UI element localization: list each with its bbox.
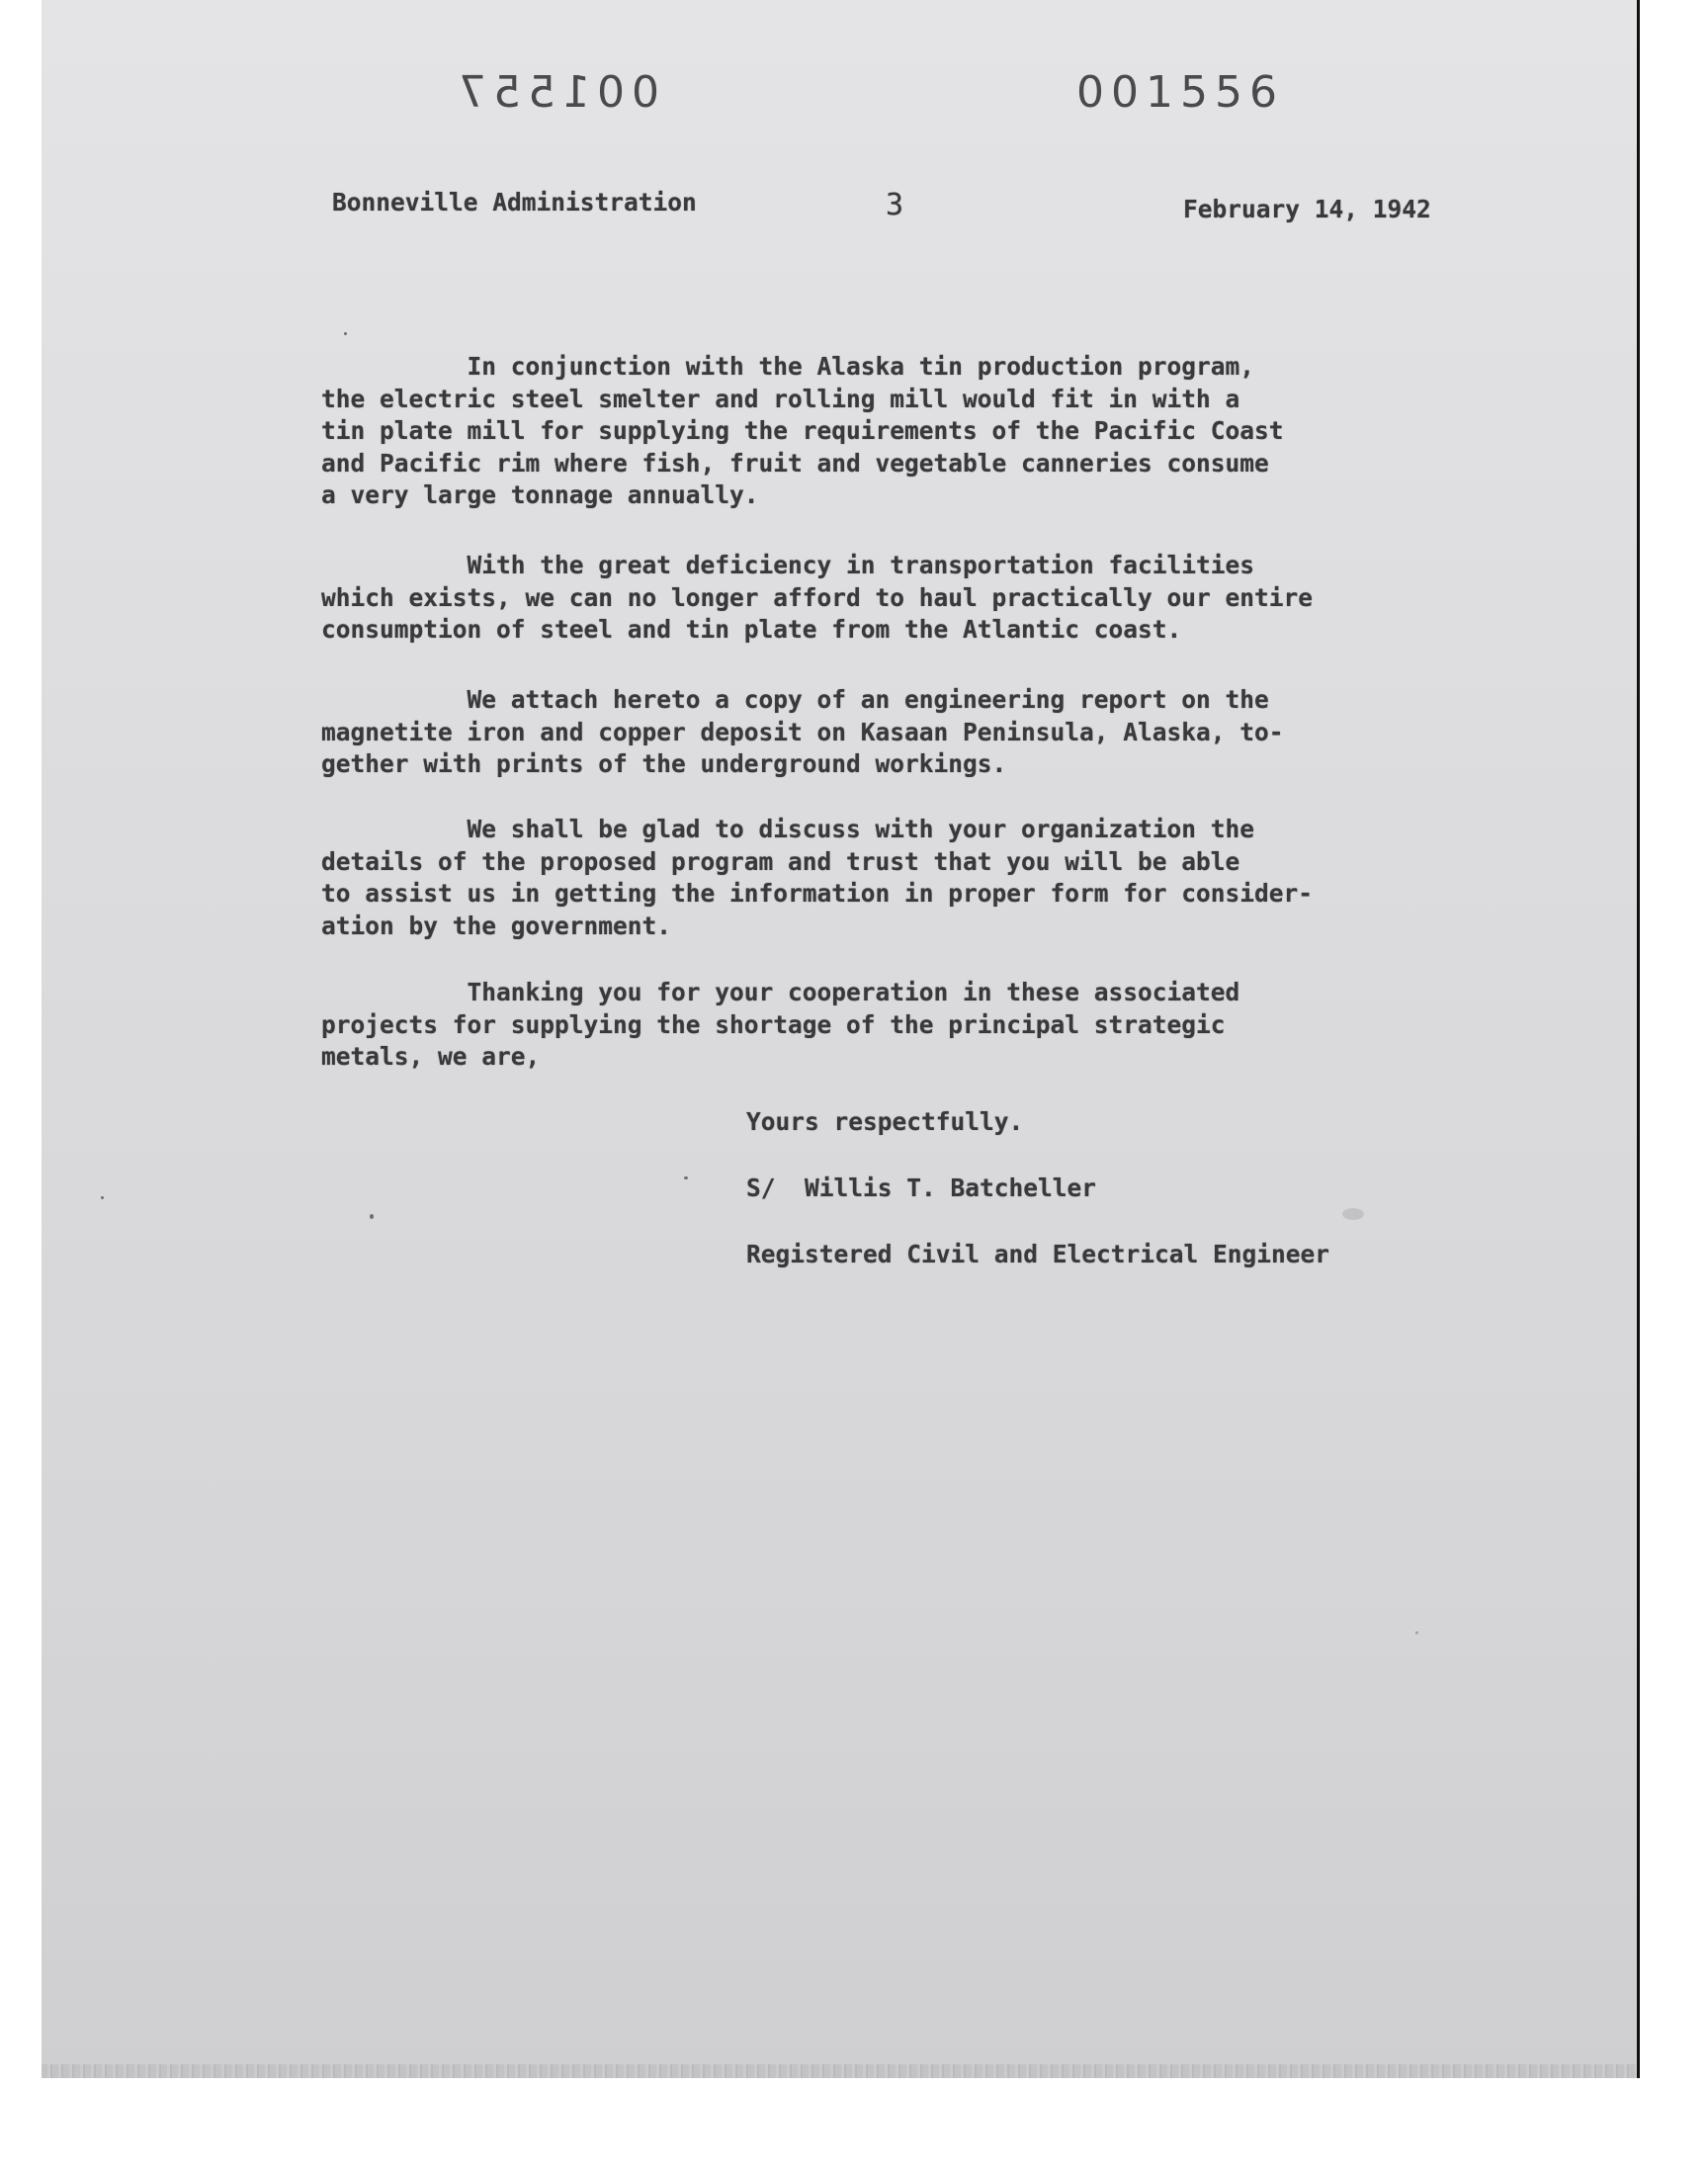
- archive-stamp-left: 001557: [452, 67, 659, 118]
- archive-stamp-right: 001556: [1076, 67, 1284, 118]
- scanned-page: [42, 0, 1640, 2078]
- scan-speck: [684, 1176, 688, 1179]
- scan-bottom-edge: [42, 2064, 1637, 2078]
- signer-title: Registered Civil and Electrical Engineer: [746, 1240, 1330, 1268]
- closing-line: Yours respectfully.: [746, 1107, 1024, 1136]
- signature-line: S/ Willis T. Batcheller: [746, 1174, 1097, 1202]
- header-date: February 14, 1942: [1183, 195, 1431, 223]
- header-addressee: Bonneville Administration: [332, 188, 697, 217]
- body-paragraph: In conjunction with the Alaska tin production program, the electric steel smelter and rolling mill would fit in with a tin plate mill for supplying the requirements of the Pacific Coast and Pacific rim where fish, fruit and vegetable canneries consume a very large tonnage annually.: [321, 352, 1284, 509]
- scan-speck: [1415, 1631, 1418, 1634]
- body-paragraph: We attach hereto a copy of an engineering report on the magnetite iron and copper deposit on Kasaan Peninsula, Alaska, to- gether with prints of the underground workings.: [321, 685, 1284, 778]
- scan-speck: [344, 332, 347, 335]
- scan-speck: [1342, 1208, 1364, 1220]
- body-paragraph: With the great deficiency in transportation facilities which exists, we can no longer afford to haul practically our entire consumption of steel and tin plate from the Atlantic coast.: [321, 551, 1314, 644]
- body-paragraph: We shall be glad to discuss with your organization the details of the proposed program and trust that you will be able to assist us in getting the information in proper form for consider- ation by the government.: [321, 815, 1314, 940]
- scan-speck: [370, 1214, 374, 1219]
- scan-speck: [101, 1196, 104, 1199]
- header-page-number: 3: [886, 188, 904, 222]
- body-paragraph: Thanking you for your cooperation in these associated projects for supplying the shortage of the principal strategic metals, we are,: [321, 978, 1240, 1071]
